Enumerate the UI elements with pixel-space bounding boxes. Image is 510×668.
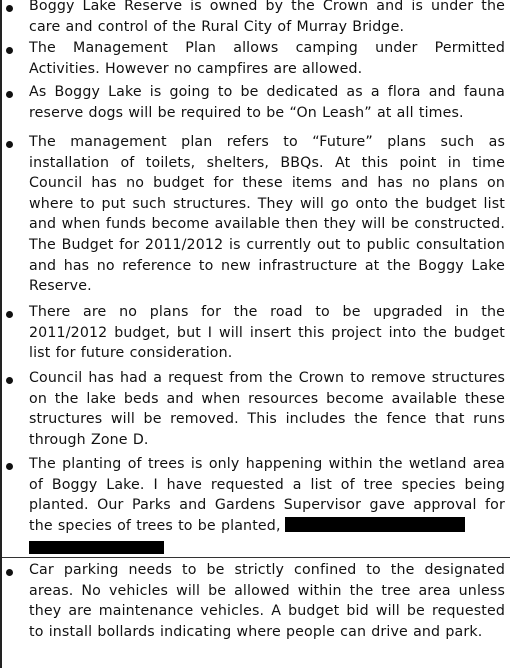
paragraph-text: As Boggy Lake is going to be dedicated as a flora and fauna reserve dogs will be required to be “On Leash” at all times. (29, 84, 505, 121)
divider-line (2, 557, 510, 558)
paragraph-text-content: The planting of trees is only happening within the wetland area of Boggy Lake. I have requested a list of tree species being planted. Our Parks and Gardens Supervisor gave approval for the species of trees to be planted, (29, 456, 505, 534)
paragraph-text: The management plan refers to “Future” plans such as installation of toilets, shelters, BBQs. At this point in time Council has no budget for these items and has no plans on where to put such structures. They will go onto the budget list and when funds become available then they will be constructed. The Budget for 2011/2012 is currently out to public consultation and has no reference to new infrastructure at the Boggy Lake Reserve. (29, 134, 505, 295)
paragraph-text (29, 454, 505, 554)
bullet-icon (6, 311, 13, 318)
bullet-icon (6, 141, 13, 148)
bullet-icon (6, 91, 13, 98)
redaction-bar (29, 541, 164, 554)
bullet-icon (6, 463, 13, 470)
paragraph-text: The Management Plan allows camping under Permitted Activities. However no campfires are allowed. (29, 40, 505, 77)
redaction-bar (285, 517, 465, 532)
bullet-icon (6, 5, 13, 12)
paragraph-text: There are no plans for the road to be upgraded in the 2011/2012 budget, but I will insert this project into the budget list for future consideration. (29, 304, 505, 362)
bullet-icon (6, 377, 13, 384)
bullet-icon (6, 569, 13, 576)
bullet-icon (6, 47, 13, 54)
paragraph-text: Boggy Lake Reserve is owned by the Crown and is under the care and control of the Rural City of Murray Bridge. (29, 0, 505, 35)
left-border-line (0, 0, 2, 668)
paragraph-text: Car parking needs to be strictly confined to the designated areas. No vehicles will be allowed within the tree area unless they are maintenance vehicles. A budget bid will be requested to install bollards indicating where people can drive and park. (29, 562, 505, 640)
paragraph-text: Council has had a request from the Crown to remove structures on the lake beds and when resources become available these structures will be removed. This includes the fence that runs through Zone D. (29, 370, 505, 448)
